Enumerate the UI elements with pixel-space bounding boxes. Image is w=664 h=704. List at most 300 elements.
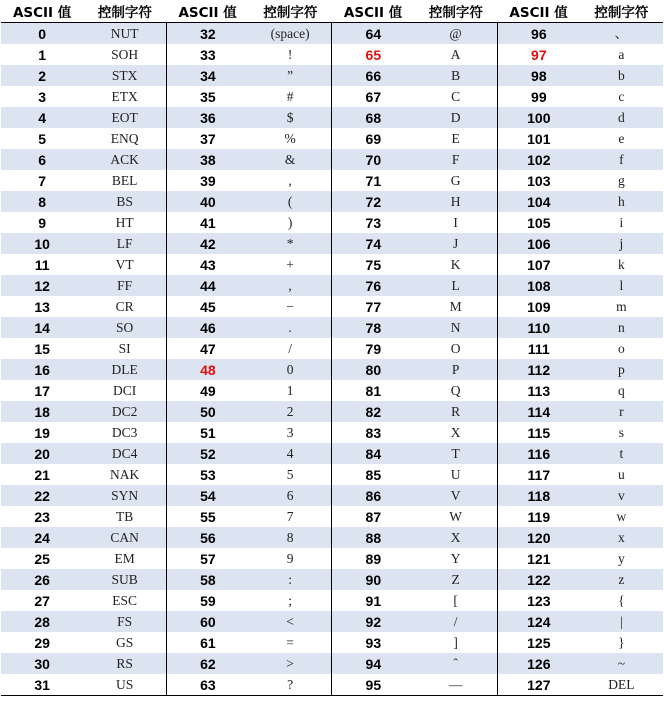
ascii-value-cell: 27 [34,592,50,609]
control-char-cell: C [414,86,497,107]
control-char-cell: M [414,296,497,317]
ascii-value-cell: 102 [497,149,579,170]
ascii-value-cell: 124 [497,611,579,632]
control-char-cell: 5 [249,464,332,485]
ascii-value-cell: 52 [166,443,248,464]
control-char-cell: n [580,317,663,338]
table-row [1,485,663,506]
control-char-cell: = [249,632,332,653]
control-char-cell: H [414,191,497,212]
control-char-cell: o [617,340,625,356]
ascii-value-cell: 96 [497,23,579,45]
table-row [1,107,663,128]
control-char-cell: q [617,382,625,398]
control-char-cell: w [616,508,627,524]
header-control-char: 控制字符 [249,0,332,23]
table-row [1,632,663,653]
control-char-cell: d [580,107,663,128]
control-char-cell: ? [249,674,332,696]
ascii-value-cell: 63 [166,674,248,696]
control-char-cell: E [414,128,497,149]
control-char-cell: ] [414,632,497,653]
control-char-cell: Y [414,548,497,569]
ascii-value-cell: 108 [497,275,579,296]
control-char-cell: LF [83,233,166,254]
ascii-value-cell: 67 [365,88,382,105]
control-char-cell: r [580,401,663,422]
control-char-cell: a [618,46,625,62]
control-char-cell: 9 [249,548,332,569]
ascii-value-cell: 7 [38,172,47,189]
ascii-value-cell: 57 [200,550,216,567]
table-header [1,0,663,23]
control-char-cell: X [414,527,497,548]
control-char-cell: x [580,527,663,548]
ascii-value-cell: 42 [166,233,248,254]
control-char-cell: | [580,611,663,632]
ascii-value-cell: 69 [365,130,382,147]
control-char-cell: ; [249,590,332,611]
control-char-cell: i [619,214,624,230]
ascii-value-cell: 8 [1,191,83,212]
ascii-value-cell: 111 [527,340,550,357]
table-row [1,23,663,45]
header-ascii-value: ASCII 值 [332,0,414,23]
ascii-value-cell: 79 [365,340,382,357]
control-char-cell: EM [83,548,166,569]
table-row [1,149,663,170]
control-char-cell: ” [249,65,332,86]
ascii-value-cell: 112 [497,359,579,380]
control-char-cell: 1 [249,380,332,401]
control-char-cell: HT [83,212,166,233]
ascii-value-cell: 9 [38,214,47,231]
control-char-cell: > [249,653,332,674]
control-char-cell: e [618,130,625,146]
control-char-cell: g [617,172,625,188]
control-char-cell: , [249,275,332,296]
control-char-cell: , [249,170,332,191]
ascii-value-cell: 38 [166,149,248,170]
ascii-value-cell: 94 [332,653,414,674]
ascii-value-cell: 118 [497,485,579,506]
control-char-cell: 7 [249,506,332,527]
ascii-value-cell: 115 [527,424,551,441]
ascii-value-cell: 18 [1,401,83,422]
ascii-value-cell: 61 [200,634,216,651]
table-row [1,338,663,359]
header-ascii-value: ASCII 值 [1,0,83,23]
ascii-value-cell: 82 [332,401,414,422]
ascii-value-cell: 122 [497,569,579,590]
control-char-cell: F [414,149,497,170]
control-char-cell: — [414,674,497,696]
control-char-cell: l [580,275,663,296]
control-char-cell: b [580,65,663,86]
control-char-cell: K [414,254,497,275]
control-char-cell: u [617,466,625,482]
ascii-value-cell: 44 [166,275,248,296]
table-row [1,317,663,338]
control-char-cell: 2 [249,401,332,422]
control-char-cell: ) [249,212,332,233]
control-char-cell: k [617,256,625,272]
ascii-value-cell: 75 [365,256,382,273]
table-row [1,611,663,632]
ascii-value-cell: 26 [1,569,83,590]
ascii-value-cell: 120 [497,527,579,548]
ascii-value-cell: 98 [497,65,579,86]
ascii-value-cell: 95 [332,674,414,696]
control-char-cell: A [414,44,497,65]
control-char-cell: + [249,254,332,275]
control-char-cell: 4 [249,443,332,464]
control-char-cell: f [580,149,663,170]
ascii-value-cell: 17 [34,382,50,399]
ascii-value-cell: 16 [1,359,83,380]
table-row [1,380,663,401]
ascii-value-cell: 100 [497,107,579,128]
ascii-value-cell: 2 [1,65,83,86]
ascii-value-cell: 48 [166,359,248,380]
control-char-cell: 0 [249,359,332,380]
ascii-value-cell: 109 [527,298,551,315]
control-char-cell: ~ [580,653,663,674]
header-control-char: 控制字符 [83,0,166,23]
ascii-value-cell: 47 [200,340,216,357]
ascii-value-cell: 25 [34,550,50,567]
ascii-value-cell: 106 [497,233,579,254]
ascii-value-cell: 83 [365,424,382,441]
ascii-value-cell: 34 [166,65,248,86]
control-char-cell: DC4 [83,443,166,464]
ascii-value-cell: 31 [1,674,83,696]
ascii-value-cell: 32 [166,23,248,45]
ascii-value-cell: 6 [1,149,83,170]
ascii-value-cell: 53 [200,466,216,483]
ascii-value-cell: 126 [497,653,579,674]
ascii-value-cell: 37 [200,130,216,147]
ascii-value-cell: 71 [365,172,382,189]
ascii-value-cell: 15 [34,340,50,357]
table-row [1,44,663,65]
control-char-cell: SUB [83,569,166,590]
control-char-cell: s [618,424,624,440]
table-row [1,401,663,422]
control-char-cell: { [618,592,625,608]
control-char-cell: CAN [83,527,166,548]
ascii-value-cell: 10 [1,233,83,254]
table-row [1,191,663,212]
control-char-cell: − [249,296,332,317]
ascii-value-cell: 64 [332,23,414,45]
control-char-cell: SOH [83,44,166,65]
ascii-value-cell: 36 [166,107,248,128]
control-char-cell: O [414,338,497,359]
ascii-value-cell: 90 [332,569,414,590]
ascii-value-cell: 68 [332,107,414,128]
ascii-value-cell: 85 [365,466,382,483]
control-char-cell: B [414,65,497,86]
ascii-value-cell: 41 [200,214,216,231]
control-char-cell: p [580,359,663,380]
ascii-value-cell: 103 [527,172,551,189]
control-char-cell: DLE [83,359,166,380]
ascii-value-cell: 99 [531,88,547,105]
control-char-cell: ACK [83,149,166,170]
ascii-value-cell: 70 [332,149,414,170]
ascii-value-cell: 114 [497,401,579,422]
control-char-cell: SYN [83,485,166,506]
control-char-cell: N [414,317,497,338]
control-char-cell: ESC [83,590,166,611]
control-char-cell: m [616,298,627,314]
control-char-cell: 8 [249,527,332,548]
control-char-cell: V [414,485,497,506]
ascii-value-cell: 4 [1,107,83,128]
control-char-cell: $ [249,107,332,128]
ascii-value-cell: 65 [365,46,382,63]
table-row [1,233,663,254]
table-row [1,275,663,296]
table-row [1,506,663,527]
ascii-value-cell: 60 [166,611,248,632]
table-row [1,443,663,464]
ascii-value-cell: 12 [1,275,83,296]
control-char-cell: DC3 [83,422,166,443]
ascii-value-cell: 46 [166,317,248,338]
control-char-cell: / [249,338,332,359]
control-char-cell: Z [414,569,497,590]
ascii-value-cell: 19 [34,424,50,441]
control-char-cell: I [414,212,497,233]
ascii-value-cell: 105 [527,214,551,231]
control-char-cell: t [580,443,663,464]
control-char-cell: L [414,275,497,296]
control-char-cell: . [249,317,332,338]
ascii-value-cell: 92 [332,611,414,632]
ascii-value-cell: 24 [1,527,83,548]
ascii-value-cell: 81 [365,382,382,399]
control-char-cell: ˆ [414,653,497,674]
ascii-value-cell: 56 [166,527,248,548]
header-row [1,0,663,23]
table-row [1,128,663,149]
ascii-value-cell: 28 [1,611,83,632]
ascii-value-cell: 73 [365,214,382,231]
ascii-value-cell: 78 [332,317,414,338]
ascii-value-cell: 43 [200,256,216,273]
header-ascii-value: ASCII 值 [166,0,248,23]
control-char-cell: @ [414,23,497,45]
ascii-value-cell: 97 [531,46,547,63]
header-control-char: 控制字符 [414,0,497,23]
control-char-cell: y [617,550,625,566]
control-char-cell: X [414,422,497,443]
ascii-value-cell: 76 [332,275,414,296]
control-char-cell: TB [83,506,166,527]
control-char-cell: c [618,88,625,104]
control-char-cell: U [414,464,497,485]
ascii-value-cell: 113 [527,382,551,399]
control-char-cell: z [580,569,663,590]
ascii-value-cell: 20 [1,443,83,464]
control-char-cell: EOT [83,107,166,128]
table-row [1,296,663,317]
control-char-cell: GS [83,632,166,653]
ascii-value-cell: 101 [527,130,551,147]
ascii-value-cell: 22 [1,485,83,506]
control-char-cell: & [249,149,332,170]
control-char-cell: NUT [83,23,166,45]
ascii-value-cell: 58 [166,569,248,590]
ascii-value-cell: 93 [365,634,382,651]
control-char-cell: < [249,611,332,632]
control-char-cell: BEL [83,170,166,191]
ascii-value-cell: 62 [166,653,248,674]
control-char-cell: D [414,107,497,128]
control-char-cell: BS [83,191,166,212]
control-char-cell: SI [83,338,166,359]
control-char-cell: 3 [249,422,332,443]
control-char-cell: % [249,128,332,149]
control-char-cell: : [249,569,332,590]
ascii-value-cell: 13 [34,298,50,315]
ascii-value-cell: 80 [332,359,414,380]
table-row [1,464,663,485]
table-row [1,569,663,590]
ascii-value-cell: 59 [200,592,216,609]
control-char-cell: NAK [83,464,166,485]
control-char-cell: ( [249,191,332,212]
ascii-value-cell: 123 [527,592,551,609]
control-char-cell: VT [83,254,166,275]
control-char-cell: v [580,485,663,506]
ascii-value-cell: 87 [365,508,382,525]
table-body [1,23,663,696]
control-char-cell: FF [83,275,166,296]
ascii-value-cell: 117 [527,466,551,483]
ascii-value-cell: 33 [200,46,216,63]
control-char-cell: j [580,233,663,254]
control-char-cell: ! [249,44,332,65]
control-char-cell: # [249,86,332,107]
table-row [1,170,663,191]
table-row [1,359,663,380]
ascii-value-cell: 72 [332,191,414,212]
table-row [1,212,663,233]
ascii-value-cell: 29 [34,634,50,651]
ascii-value-cell: 49 [200,382,216,399]
ascii-value-cell: 45 [200,298,216,315]
control-char-cell: DCI [83,380,166,401]
control-char-cell: FS [83,611,166,632]
control-char-cell: SO [83,317,166,338]
control-char-cell: R [414,401,497,422]
control-char-cell: CR [83,296,166,317]
table-row [1,674,663,696]
ascii-value-cell: 1 [38,46,47,63]
ascii-value-cell: 14 [1,317,83,338]
ascii-value-cell: 21 [34,466,50,483]
control-char-cell: } [618,634,625,650]
table-row [1,653,663,674]
ascii-value-cell: 116 [497,443,579,464]
header-ascii-value: ASCII 值 [497,0,579,23]
control-char-cell: [ [414,590,497,611]
header-control-char: 控制字符 [580,0,663,23]
ascii-value-cell: 104 [497,191,579,212]
ascii-value-cell: 66 [332,65,414,86]
ascii-value-cell: 84 [332,443,414,464]
control-char-cell: T [414,443,497,464]
ascii-value-cell: 30 [1,653,83,674]
table-row [1,548,663,569]
table-row [1,527,663,548]
control-char-cell: ENQ [83,128,166,149]
ascii-value-cell: 23 [34,508,50,525]
control-char-cell: Q [414,380,497,401]
ascii-value-cell: 77 [365,298,382,315]
table-row [1,590,663,611]
control-char-cell: STX [83,65,166,86]
control-char-cell: 6 [249,485,332,506]
ascii-value-cell: 11 [34,256,50,273]
ascii-value-cell: 107 [527,256,551,273]
ascii-value-cell: 50 [166,401,248,422]
table-row [1,422,663,443]
control-char-cell: US [83,674,166,696]
ascii-value-cell: 0 [1,23,83,45]
control-char-cell: J [414,233,497,254]
ascii-value-cell: 51 [200,424,216,441]
ascii-value-cell: 91 [365,592,382,609]
table-row [1,65,663,86]
ascii-value-cell: 127 [497,674,579,696]
ascii-value-cell: 40 [166,191,248,212]
control-char-cell: * [249,233,332,254]
control-char-cell: h [580,191,663,212]
ascii-value-cell: 39 [200,172,216,189]
ascii-value-cell: 110 [497,317,579,338]
ascii-value-cell: 119 [527,508,551,525]
ascii-value-cell: 74 [332,233,414,254]
control-char-cell: P [414,359,497,380]
control-char-cell: RS [83,653,166,674]
ascii-value-cell: 35 [200,88,216,105]
ascii-value-cell: 3 [38,88,47,105]
ascii-table [1,0,663,696]
ascii-value-cell: 55 [200,508,216,525]
control-char-cell: G [414,170,497,191]
ascii-value-cell: 89 [365,550,382,567]
ascii-value-cell: 86 [332,485,414,506]
control-char-cell: DEL [580,674,663,696]
control-char-cell: ETX [83,86,166,107]
ascii-value-cell: 54 [166,485,248,506]
table-row [1,86,663,107]
control-char-cell: W [414,506,497,527]
ascii-value-cell: 121 [527,550,551,567]
ascii-value-cell: 125 [527,634,551,651]
ascii-value-cell: 88 [332,527,414,548]
control-char-cell: 、 [580,23,663,45]
control-char-cell: / [414,611,497,632]
ascii-value-cell: 5 [38,130,47,147]
control-char-cell: DC2 [83,401,166,422]
control-char-cell: (space) [249,23,332,45]
table-row [1,254,663,275]
